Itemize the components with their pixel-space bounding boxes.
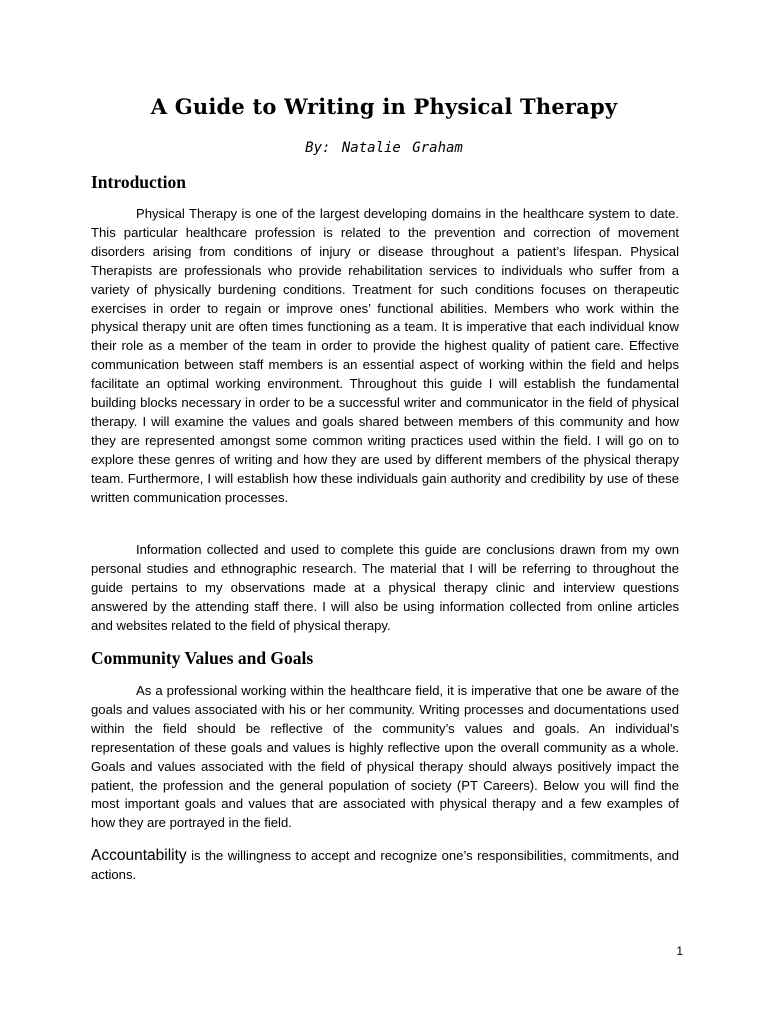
- introduction-paragraph-1: Physical Therapy is one of the largest developing domains in the healthcare system to date. This particular healthcare profession is related to the prevention and correction of movement disorders arising from conditions of injury or disease throughout a patient’s lifespan. Physical Therapists are professionals who provide rehabilitation services to individuals who suffer from a variety of physically burdening conditions. Treatment for such conditions focuses on therapeutic exercises in order to regain or improve ones’ functional abilities. Members who work within the physical therapy unit are often times functioning as a team. It is imperative that each individual know their role as a member of the team in order to provide the highest quality of patient care. Effective communication between staff members is an essential aspect of working within the field and helps facilitate an optimal working environment. Throughout this guide I will establish the fundamental building blocks necessary in order to be a successful writer and communicator in the field of physical therapy. I will examine the values and goals shared between members of this community and how they are represented amongst some common writing practices used within the field. I will go on to explore these genres of writing and how they are used by different members of the physical therapy team. Furthermore, I will establish how these individuals gain authority and credibility by use of these written communication processes.: [91, 206, 679, 505]
- introduction-heading: Introduction: [91, 172, 186, 192]
- introduction-paragraph-2: Information collected and used to complete this guide are conclusions drawn from my own personal studies and ethnographic research. The material that I will be referring to throughout the guide pertains to my observations made at a physical therapy clinic and interview questions answered by the attending staff there. I will also be using information collected from online articles and websites related to the field of physical therapy.: [91, 542, 679, 633]
- community-values-heading: Community Values and Goals: [91, 648, 314, 668]
- page-number: 1: [676, 944, 683, 958]
- accountability-term: Accountability: [91, 847, 187, 864]
- accountability-definition: is the willingness to accept and recognize one’s responsibilities, commitments, and actions.: [91, 848, 679, 882]
- document-title: A Guide to Writing in Physical Therapy: [150, 94, 618, 119]
- author-byline: By: Natalie Graham: [305, 140, 463, 156]
- accountability-paragraph: [91, 847, 679, 885]
- community-values-paragraph: As a professional working within the healthcare field, it is imperative that one be aware of the goals and values associated with his or her community. Writing processes and documentations used within the field should be reflective of the community’s values and goals. An individual’s representation of these goals and values is highly reflective upon the overall community as a whole. Goals and values associated with the field of physical therapy should always positively impact the patient, the profession and the general population of society (PT Careers). Below you will find the most important goals and values that are associated with physical therapy and a few examples of how they are portrayed in the field.: [91, 683, 679, 831]
